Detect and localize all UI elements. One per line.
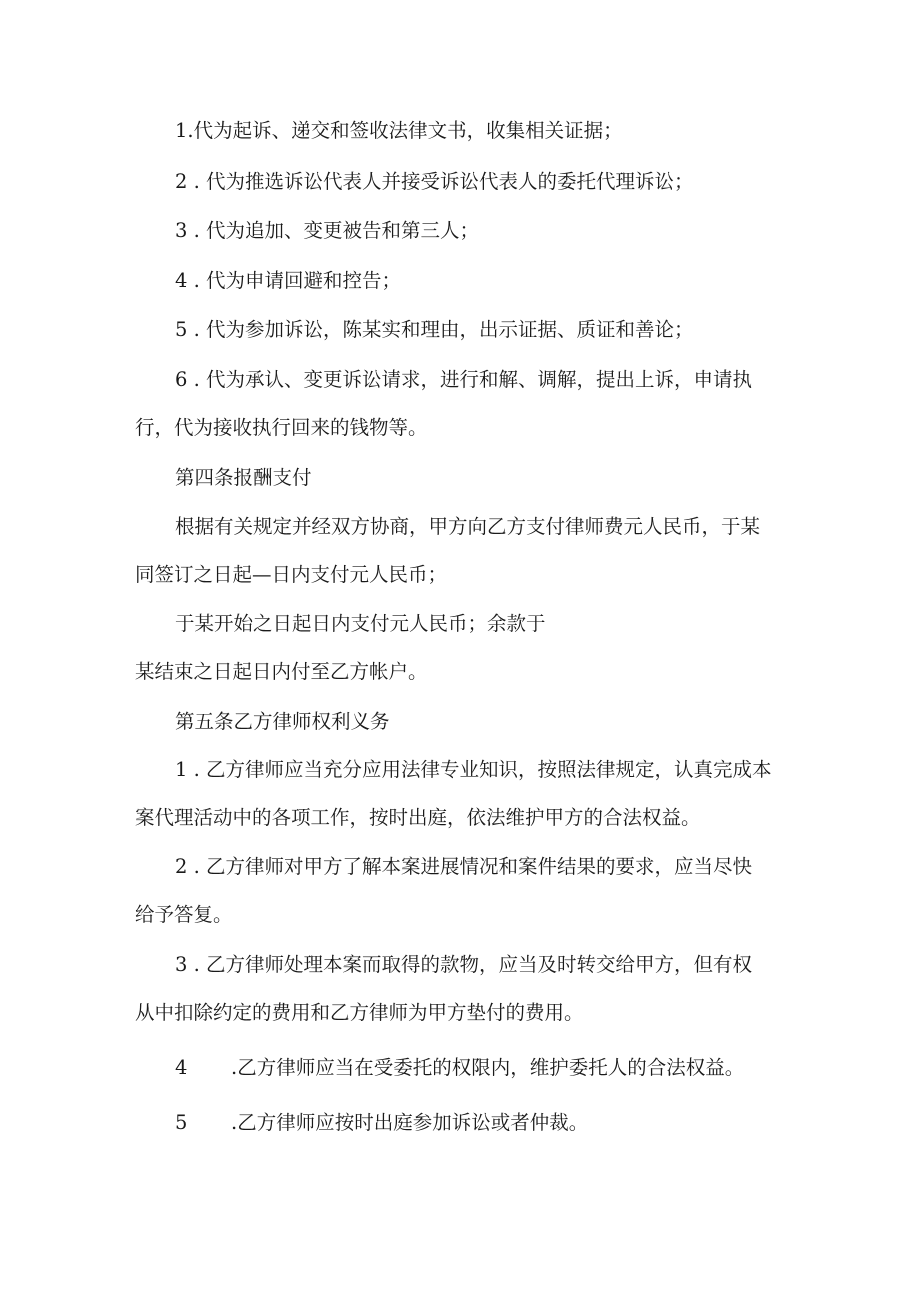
line-text: 第五条乙方律师权利义务 (175, 710, 390, 733)
line-text: 于某开始之日起日内支付元人民币；余款于 (175, 612, 546, 635)
line-text: .乙方律师应当在受委托的权限内，维护委托人的合法权益。 (231, 1056, 745, 1079)
article-5-heading (175, 709, 390, 735)
line-number: 3 . (175, 953, 200, 976)
line-text: 代为起诉、递交和签收法律文书，收集相关证据； (193, 119, 623, 142)
line-text: 代为推选诉讼代表人并接受诉讼代表人的委托代理诉讼； (206, 170, 694, 193)
line-text: .乙方律师应按时出庭参加诉讼或者仲裁。 (231, 1111, 589, 1134)
line-text: 乙方律师应当充分应用法律专业知识，按照法律规定，认真完成本 (206, 758, 772, 781)
duty-line-1 (175, 757, 772, 783)
line-number: 2 . (175, 170, 200, 193)
duty-line-2-cont (135, 902, 233, 928)
clause-line-5 (175, 317, 694, 343)
duty-line-4 (175, 1055, 744, 1081)
line-number: 4 (175, 1056, 188, 1079)
line-number: 3 . (175, 219, 200, 242)
article-4-heading (175, 465, 312, 491)
line-text: 某结束之日起日内付至乙方帐户。 (135, 660, 428, 683)
duty-line-2 (175, 854, 752, 880)
line-text: 代为承认、变更诉讼请求，进行和解、调解，提出上诉，申请执 (206, 368, 753, 391)
line-text: 案代理活动中的各项工作，按时出庭，依法维护甲方的合法权益。 (135, 806, 701, 829)
article-4-line-cont (135, 659, 428, 685)
line-text: 第四条报酬支付 (175, 466, 312, 489)
clause-line-6-cont (135, 415, 428, 441)
clause-line-3 (175, 218, 479, 244)
clause-line-1 (175, 118, 623, 144)
article-4-para-cont (135, 562, 447, 588)
line-text: 代为申请回避和控告； (206, 269, 402, 292)
line-text: 代为追加、变更被告和第三人； (206, 219, 480, 242)
article-4-para (175, 514, 760, 540)
clause-line-6 (175, 367, 752, 393)
line-number: 1. (175, 119, 194, 142)
line-text: 行，代为接收执行回来的钱物等。 (135, 416, 428, 439)
line-text: 给予答复。 (135, 903, 233, 926)
line-text: 乙方律师处理本案而取得的款物，应当及时转交给甲方，但有权 (206, 953, 753, 976)
line-number: 5 . (175, 318, 200, 341)
line-text: 根据有关规定并经双方协商，甲方向乙方支付律师费元人民币，于某 (175, 515, 761, 538)
duty-line-3-cont (135, 1000, 584, 1026)
line-number: 4 . (175, 269, 200, 292)
line-text: 同签订之日起—日内支付元人民币； (135, 563, 448, 586)
line-number: 5 (175, 1111, 188, 1134)
duty-line-1-cont (135, 805, 701, 831)
duty-line-5 (175, 1110, 588, 1136)
line-text: 代为参加诉讼，陈某实和理由，出示证据、质证和善论； (206, 318, 694, 341)
clause-line-2 (175, 169, 694, 195)
clause-line-4 (175, 268, 401, 294)
line-number: 1 . (175, 758, 200, 781)
duty-line-3 (175, 952, 752, 978)
line-number: 6 . (175, 368, 200, 391)
line-text: 乙方律师对甲方了解本案进展情况和案件结果的要求，应当尽快 (206, 855, 753, 878)
line-text: 从中扣除约定的费用和乙方律师为甲方垫付的费用。 (135, 1001, 584, 1024)
article-4-line (175, 611, 546, 637)
line-number: 2 . (175, 855, 200, 878)
